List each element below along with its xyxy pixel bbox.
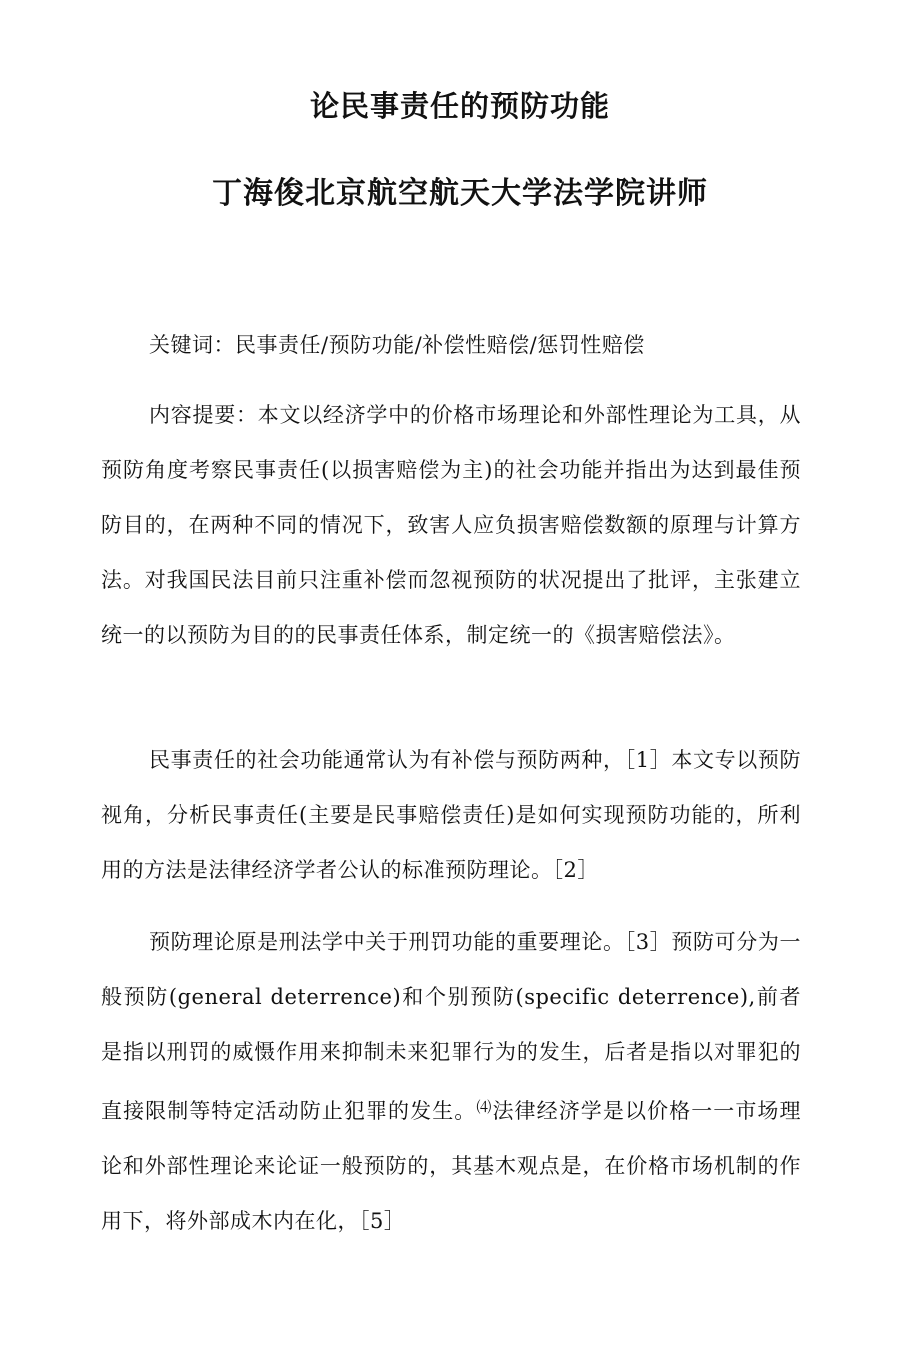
keywords-text: 关键词：民事责任/预防功能/补偿性赔偿/惩罚性赔偿 — [149, 333, 645, 357]
paragraph-1: 民事责任的社会功能通常认为有补偿与预防两种，［1］本文专以预防视角，分析民事责任(主要是民事赔偿责任)是如何实现预防功能的，所利用的方法是法律经济学者公认的标准预防理论。［2］ — [101, 748, 801, 882]
abstract-text: 内容提要：本文以经济学中的价格市场理论和外部性理论为工具，从预防角度考察民事责任(以损害赔偿为主)的社会功能并指出为达到最佳预防目的，在两种不同的情况下，致害人应负损害赔偿数额的原理与计算方法。对我国民法目前只注重补偿而忽视预防的状况提出了批评，主张建立统一的以预防为目的的民事责任体系，制定统一的《损害赔偿法》。 — [101, 403, 801, 647]
paragraph-1-block — [101, 733, 801, 898]
author-line: 丁海俊北京航空航天大学法学院讲师 — [212, 176, 708, 211]
document-title: 论民事责任的预防功能 — [309, 89, 610, 123]
paragraph-2-part-2: 法律经济学是以价格一一市场理论和外部性理论来论证一般预防的，其基木观点是，在价格市场机制的作用下，将外部成木内在化，［5］ — [101, 1099, 802, 1233]
reference-marker-4: ⑷ — [476, 1098, 493, 1116]
paragraph-2 — [101, 915, 801, 1249]
paragraph-2-block — [101, 915, 801, 1249]
paragraph-2-part-1: 预防理论原是刑法学中关于刑罚功能的重要理论。［3］预防可分为一般预防(general deterrence)和个别预防(specific deterrence),前者是指以刑罚的威慑作用来抑制未来犯罪行为的发生，后者是指以对罪犯的直接限制等特定活动防止犯罪的发生。 — [101, 930, 801, 1123]
abstract-block — [101, 388, 801, 663]
keywords-block — [101, 318, 801, 373]
